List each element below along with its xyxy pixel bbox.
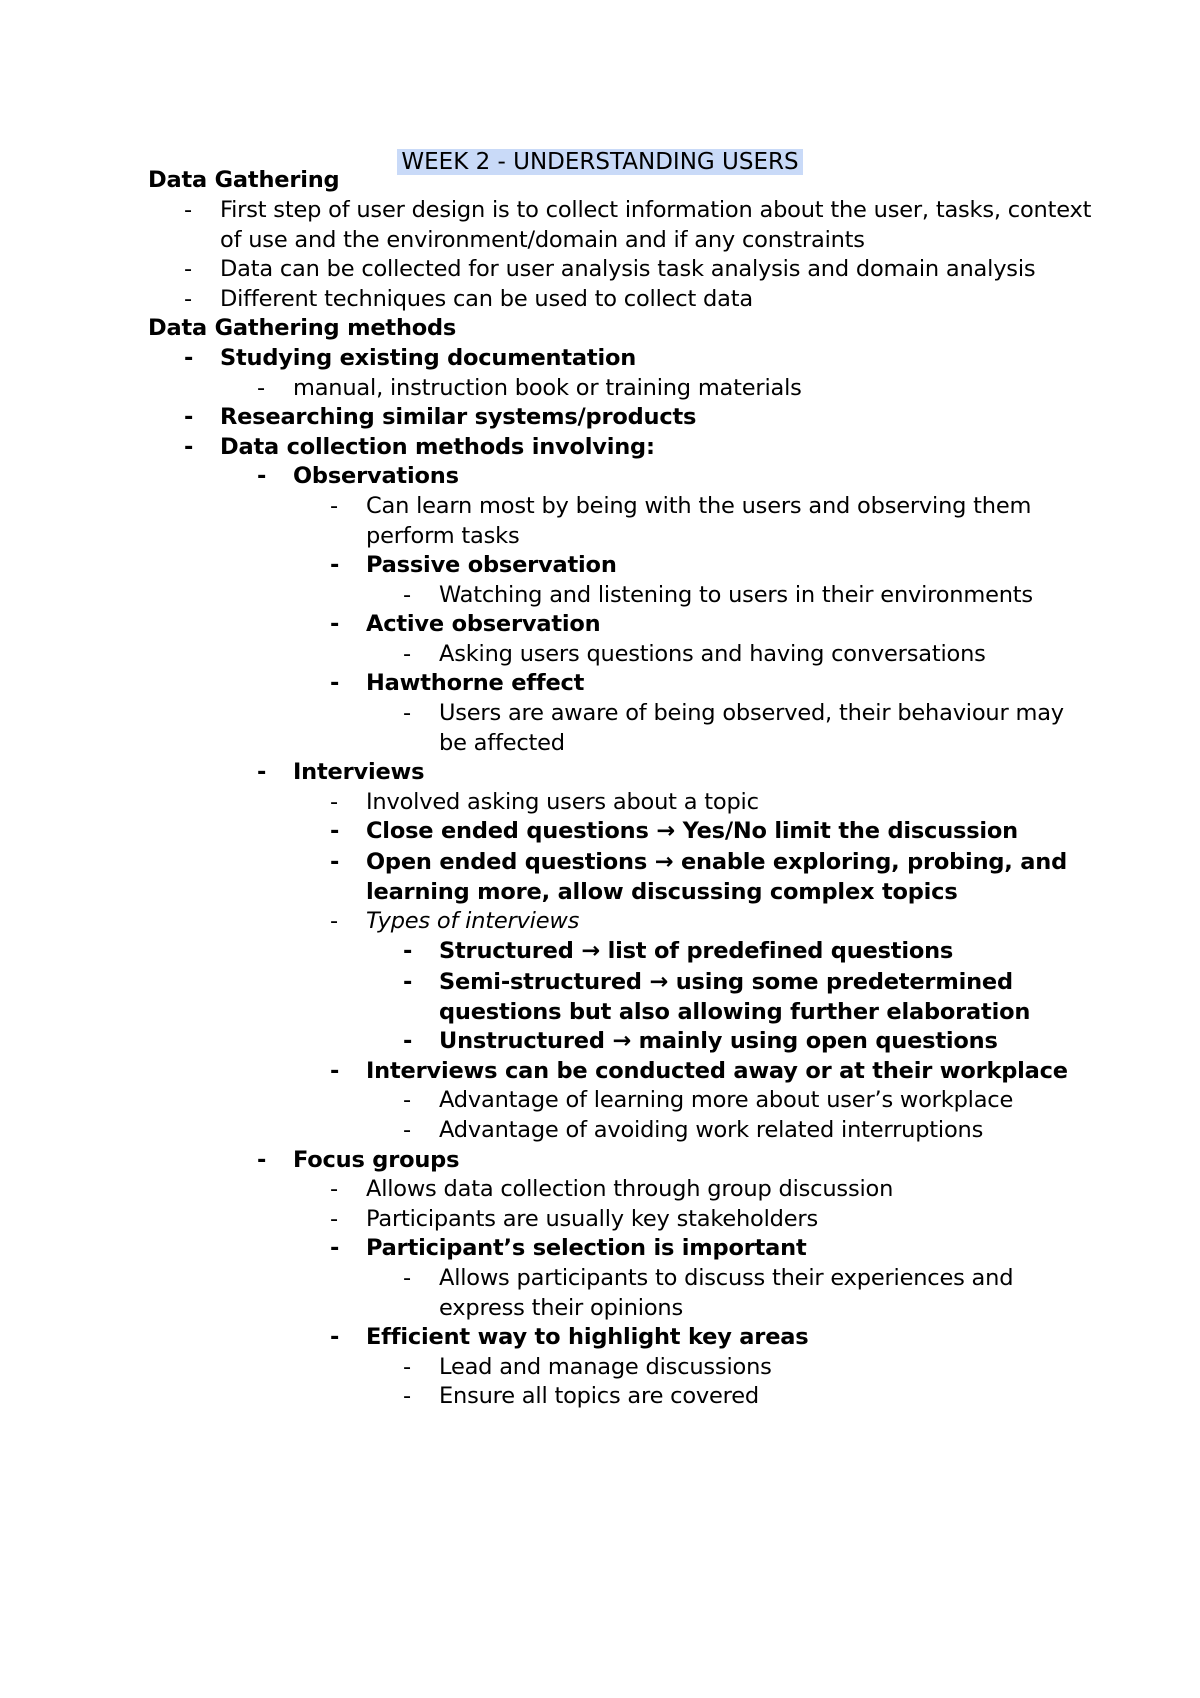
list-item-text: manual, instruction book or training materials [293,375,802,401]
list-item-text: Interviews can be conducted away or at their workplace [366,1058,1068,1084]
list-item-text: Can learn most by being with the users and observing them [366,493,1032,519]
list-item-text: Advantage of learning more about user’s workplace [439,1087,1014,1113]
list-item-text: Participants are usually key stakeholders [366,1206,818,1232]
list-item-text: Participant’s selection is important [366,1235,807,1261]
bullet-dash: - [403,1383,411,1409]
list-item-text: Watching and listening to users in their environments [439,582,1033,608]
bullet-dash: - [403,938,413,964]
list-item-text: Focus groups [293,1147,460,1173]
bullet-dash: - [330,1058,340,1084]
list-item-text: Observations [293,463,459,489]
bullet-dash: - [330,552,340,578]
list-item-text: Open ended questions → enable exploring, probing, and [366,849,1067,875]
list-item-text: Ensure all topics are covered [439,1383,759,1409]
bullet-dash: - [330,1235,340,1261]
list-item-text: Passive observation [366,552,617,578]
list-item-text: Users are aware of being observed, their behaviour may [439,700,1064,726]
list-item-text: Different techniques can be used to collect data [220,286,753,312]
list-item-text: Structured → list of predefined questions [439,938,954,964]
list-item-text: Types of interviews [366,908,580,934]
list-item-text: learning more, allow discussing complex topics [366,879,958,905]
bullet-dash: - [184,197,192,223]
list-item-text: Data Gathering [148,167,340,193]
list-item-text: Unstructured → mainly using open questions [439,1028,998,1054]
bullet-dash: - [330,789,338,815]
list-item-text: First step of user design is to collect information about the user, tasks, context [220,197,1092,223]
bullet-dash: - [330,908,338,934]
bullet-dash: - [403,969,413,995]
list-item-text: Allows participants to discuss their experiences and [439,1265,1014,1291]
bullet-dash: - [403,1117,411,1143]
bullet-dash: - [403,641,411,667]
list-item-text: be affected [439,730,565,756]
list-item-text: Close ended questions → Yes/No limit the discussion [366,818,1018,844]
bullet-dash: - [403,700,411,726]
bullet-dash: - [257,463,267,489]
bullet-dash: - [330,849,340,875]
bullet-dash: - [257,375,265,401]
page-title: WEEK 2 - UNDERSTANDING USERS [397,149,802,175]
list-item-text: Data can be collected for user analysis task analysis and domain analysis [220,256,1036,282]
bullet-dash: - [184,286,192,312]
list-item-text: Involved asking users about a topic [366,789,759,815]
list-item-text: Allows data collection through group discussion [366,1176,894,1202]
bullet-dash: - [403,1265,411,1291]
list-item-text: Interviews [293,759,425,785]
bullet-dash: - [257,759,267,785]
bullet-dash: - [184,434,194,460]
list-item-text: of use and the environment/domain and if any constraints [220,227,865,253]
list-item-text: Active observation [366,611,601,637]
list-item-text: Data collection methods involving: [220,434,655,460]
bullet-dash: - [403,582,411,608]
list-item-text: Efficient way to highlight key areas [366,1324,809,1350]
list-item-text: Asking users questions and having conversations [439,641,986,667]
bullet-dash: - [330,670,340,696]
bullet-dash: - [330,1206,338,1232]
list-item-text: questions but also allowing further elaboration [439,999,1031,1025]
bullet-dash: - [403,1028,413,1054]
list-item-text: Hawthorne effect [366,670,585,696]
bullet-dash: - [184,345,194,371]
list-item-text: Studying existing documentation [220,345,637,371]
list-item-text: Semi-structured → using some predetermined [439,969,1013,995]
list-item-text: Data Gathering methods [148,315,457,341]
bullet-dash: - [184,404,194,430]
bullet-dash: - [257,1147,267,1173]
bullet-dash: - [403,1354,411,1380]
list-item-text: perform tasks [366,523,520,549]
bullet-dash: - [330,818,340,844]
list-item-text: Advantage of avoiding work related interruptions [439,1117,984,1143]
bullet-dash: - [330,493,338,519]
bullet-dash: - [330,611,340,637]
bullet-dash: - [330,1324,340,1350]
list-item-text: Lead and manage discussions [439,1354,772,1380]
bullet-dash: - [184,256,192,282]
list-item-text: Researching similar systems/products [220,404,697,430]
list-item-text: express their opinions [439,1295,683,1321]
bullet-dash: - [330,1176,338,1202]
bullet-dash: - [403,1087,411,1113]
